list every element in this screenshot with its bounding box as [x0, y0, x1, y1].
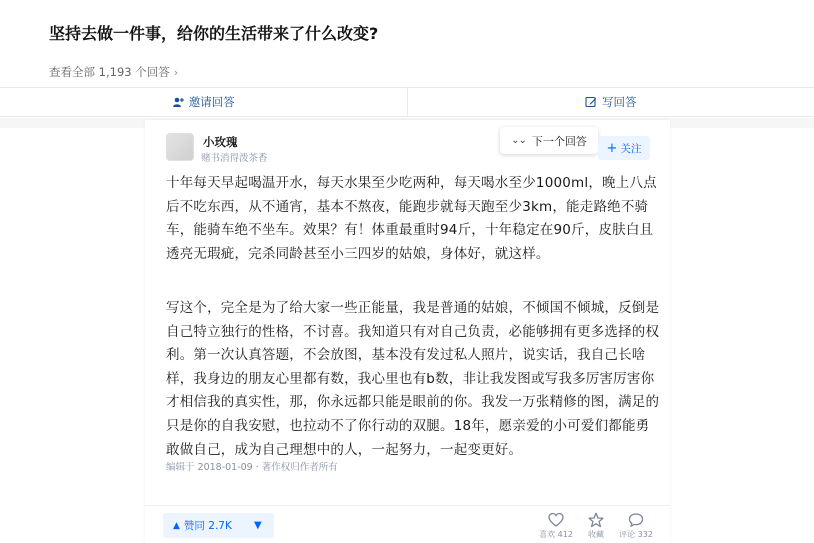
- triangle-up-icon: ▲: [173, 520, 180, 531]
- author-name[interactable]: 小玫瑰: [203, 135, 238, 149]
- double-chevron-down-icon: ⌄⌄: [511, 135, 526, 146]
- downvote-button[interactable]: [242, 513, 274, 538]
- heart-icon: [548, 512, 564, 528]
- comment-icon: [628, 512, 644, 528]
- footer-divider: [145, 505, 670, 506]
- answer-paragraph-1: 十年每天早起喝温开水，每天水果至少吃两种，每天喝水至少1000ml，晚上八点后不吃东西，从不通宵，基本不熬夜，能跑步就每天跑至少3km，能走路绝不骑车，能骑车绝不坐车。效果？有！体重最重时94斤，十年稳定在90斤，皮肤白且透亮无瑕疵，完杀同龄甚至小三四岁的姑娘，身体好，就这样。: [166, 175, 657, 262]
- triangle-down-icon: ▼: [253, 520, 262, 531]
- next-answer-button[interactable]: [500, 127, 598, 154]
- upvote-button[interactable]: [163, 513, 242, 538]
- like-button[interactable]: [538, 512, 574, 540]
- question-title: 坚持去做一件事，给你的生活带来了什么改变?: [49, 24, 379, 43]
- edit-pencil-icon: [585, 96, 597, 108]
- author-bio: 赌书消得泼茶香: [201, 153, 268, 164]
- write-answer-button[interactable]: [408, 88, 814, 116]
- answer-action-bar: [0, 87, 814, 117]
- plus-icon: +: [606, 140, 618, 156]
- author-avatar[interactable]: [166, 133, 194, 161]
- star-icon: [588, 512, 604, 528]
- view-all-label: 查看全部 1,193 个回答: [49, 65, 170, 79]
- answer-paragraph-2: 写这个，完全是为了给大家一些正能量，我是普通的姑娘，不倾国不倾城，反倒是自己特立独行的性格，不讨喜。我知道只有对自己负责，必能够拥有更多选择的权利。第一次认真答题，不会放图，基本没有发过私人照片，说实话，我自己长啥样，我身边的朋友心里都有数，我心里也有b数，非让我发图或写我多厉害厉害你才相信我的真实性，那，你永远都只能是眼前的你。我发一万张精修的图，满足的只是你的自我安慰，也拉动不了你行动的双腿。18年，愿亲爱的小可爱们都能勇敢做自己，成为自己理想中的人，一起努力，一起变更好。: [166, 300, 660, 458]
- chevron-right-icon: ›: [173, 65, 179, 79]
- follow-button[interactable]: [598, 136, 650, 160]
- write-answer-label: 写回答: [602, 95, 637, 109]
- invite-answer-label: 邀请回答: [188, 95, 235, 109]
- follow-label: 关注: [620, 142, 642, 155]
- comment-button[interactable]: [618, 512, 654, 540]
- invite-answer-button[interactable]: [0, 88, 408, 116]
- edit-info: 编辑于 2018-01-09 · 著作权归作者所有: [166, 462, 338, 473]
- view-all-answers-link[interactable]: [49, 64, 178, 80]
- like-label: 喜欢 412: [539, 530, 573, 539]
- invite-user-icon: [172, 96, 184, 108]
- upvote-label: 赞同 2.7K: [183, 520, 232, 532]
- collect-button[interactable]: [578, 512, 614, 540]
- comment-label: 评论 332: [619, 530, 653, 539]
- collect-label: 收藏: [588, 530, 604, 539]
- next-answer-label: 下一个回答: [531, 134, 587, 148]
- vote-group: [163, 513, 274, 538]
